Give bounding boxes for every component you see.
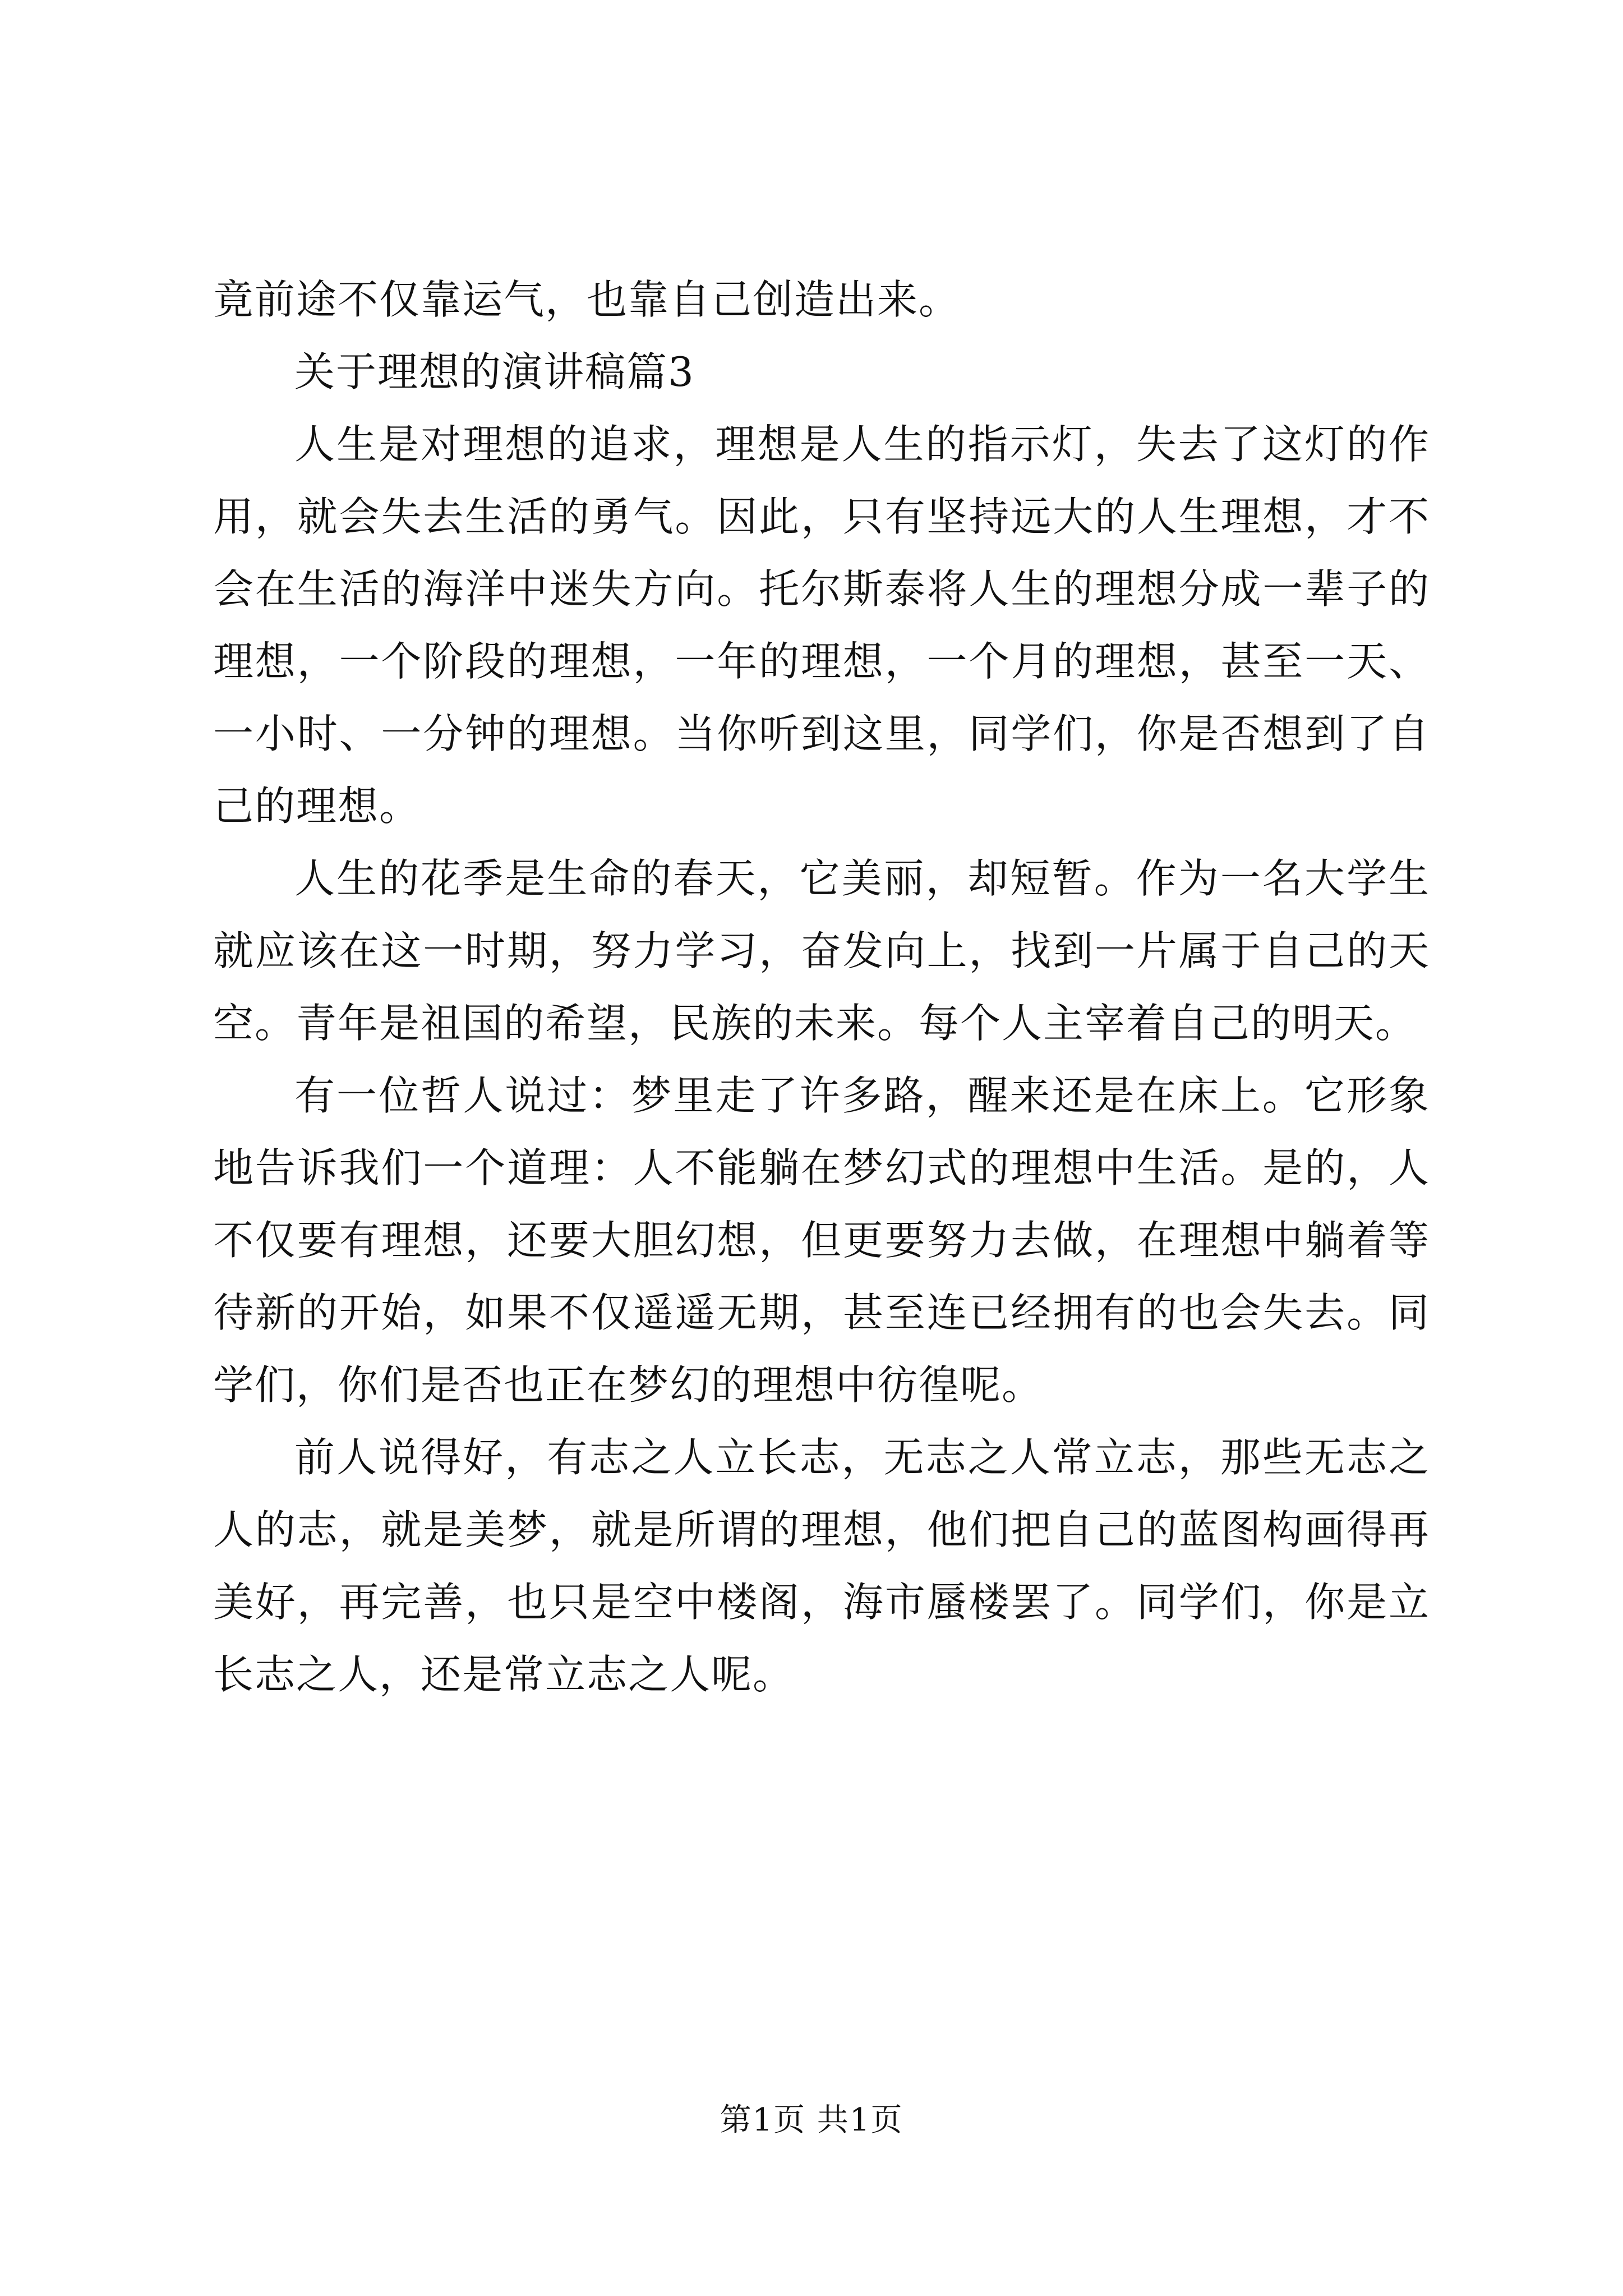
section-title: 关于理想的演讲稿篇3 — [294, 348, 695, 395]
continuation-line: 竟前途不仅靠运气，也靠自己创造出来。 — [213, 276, 961, 323]
paragraph-2: 人生的花季是生命的春天，它美丽，却短暂。作为一名大学生就应该在这一时期，努力学习，奋发向上，找到一片属于自己的天空。青年是祖国的希望，民族的未来。每个人主宰着自己的明天。 — [213, 855, 1430, 1047]
paragraph-1: 人生是对理想的追求，理想是人生的指示灯，失去了这灯的作用，就会失去生活的勇气。因此，只有坚持远大的人生理想，才不会在生活的海洋中迷失方向。托尔斯泰将人生的理想分成一辈子的理想，一个阶段的理想，一年的理想，一个月的理想，甚至一天、一小时、一分钟的理想。当你听到这里，同学们，你是否想到了自己的理想。 — [213, 421, 1430, 830]
paragraph-4: 前人说得好，有志之人立长志，无志之人常立志，那些无志之人的志，就是美梦，就是所谓的理想，他们把自己的蓝图构画得再美好，再完善，也只是空中楼阁，海市蜃楼罢了。同学们，你是立长志之人，还是常立志之人呢。 — [213, 1434, 1430, 1698]
page-footer: 第1页 共1页 — [720, 2102, 903, 2138]
document-body — [213, 264, 1430, 1711]
paragraph-3: 有一位哲人说过：梦里走了许多路，醒来还是在床上。它形象地告诉我们一个道理：人不能躺在梦幻式的理想中生活。是的，人不仅要有理想，还要大胆幻想，但更要努力去做，在理想中躺着等待新的开始，如果不仅遥遥无期，甚至连已经拥有的也会失去。同学们，你们是否也正在梦幻的理想中彷徨呢。 — [213, 1072, 1430, 1409]
